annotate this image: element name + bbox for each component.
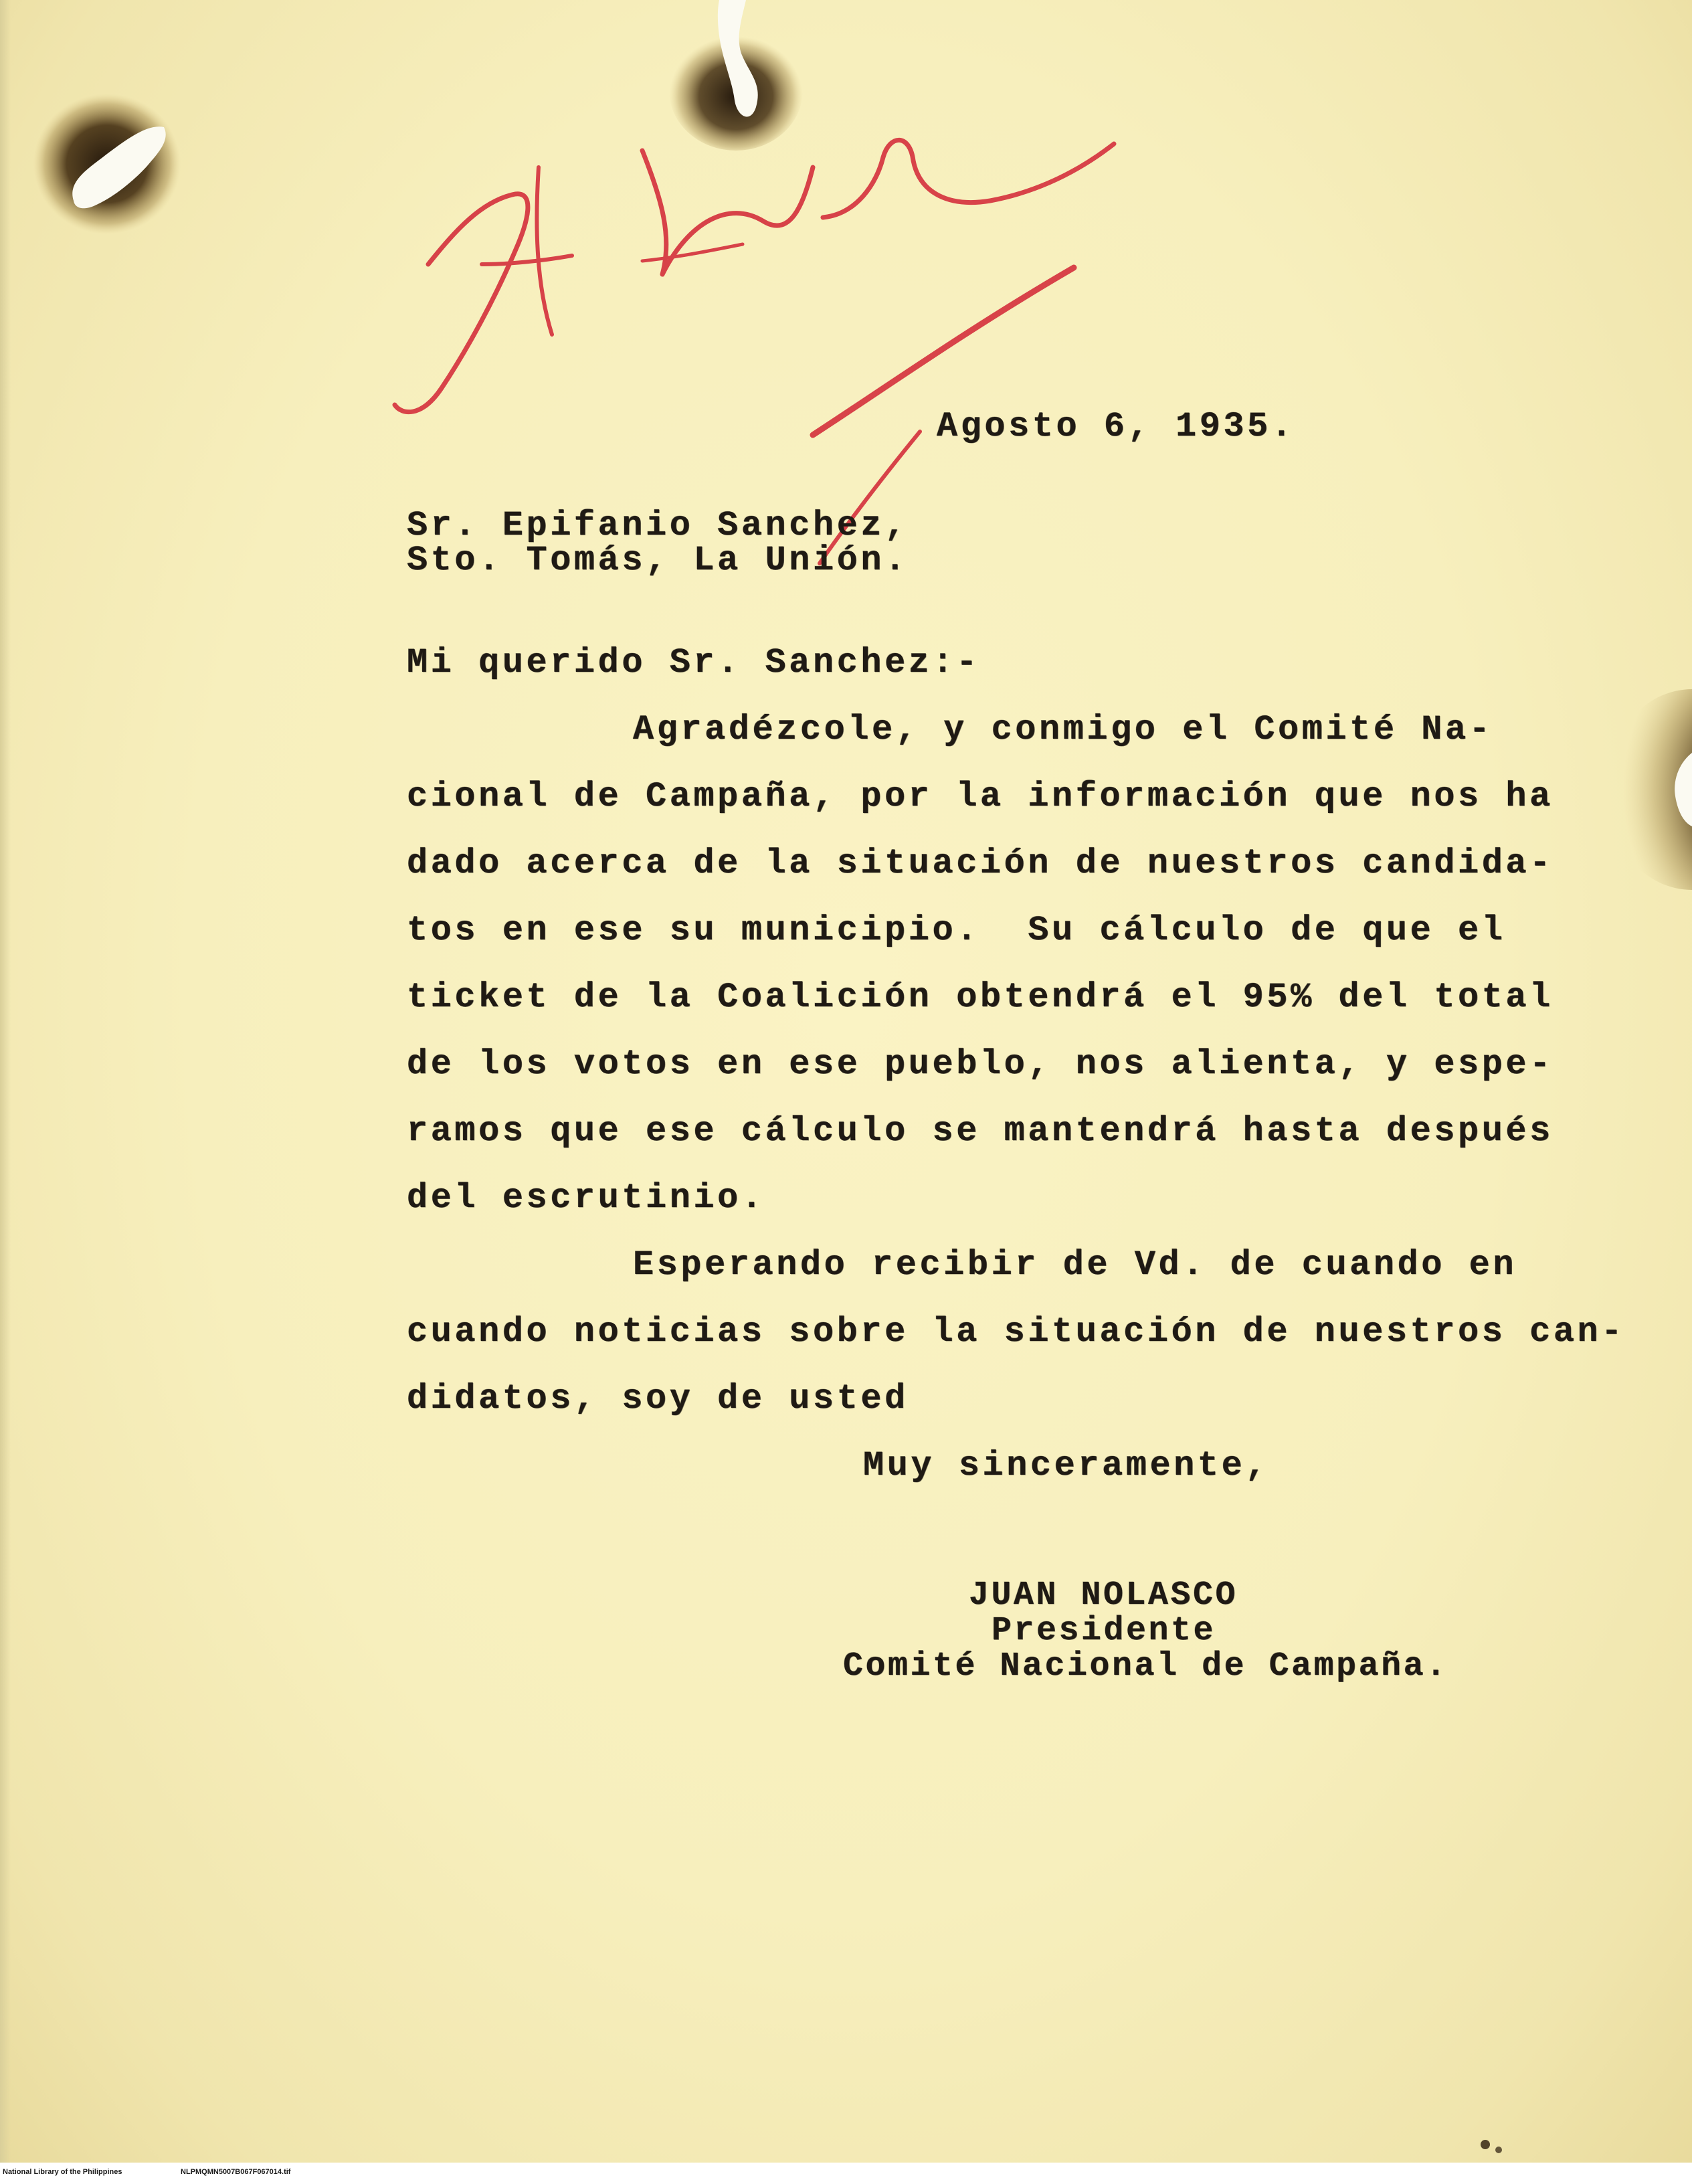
paragraph-1-line: del escrutinio. [407,1178,765,1218]
letter-date: Agosto 6, 1935. [937,407,1295,446]
paragraph-2-line: didatos, soy de usted [407,1379,909,1419]
salutation: Mi querido Sr. Sanchez:- [407,643,980,682]
paragraph-1-line: Agradézcole, y conmigo el Comité Na- [633,710,1493,749]
pencil-strokes [395,140,1114,563]
closing: Muy sinceramente, [863,1446,1269,1485]
archive-name: National Library of the Philippines [3,2168,122,2176]
recipient-name: Sr. Epifanio Sanchez, [407,506,909,545]
paragraph-1-line: tos en ese su municipio. Su cálculo de que el [407,911,1506,950]
paragraph-2-line: cuando noticias sobre la situación de nuestros can- [407,1312,1625,1352]
signatory-organization: Comité Nacional de Campaña. [843,1647,1448,1686]
paragraph-1-line: de los votos en ese pueblo, nos alienta, y espe- [407,1044,1554,1084]
recipient-address: Sto. Tomás, La Unión. [407,541,909,580]
paragraph-1-line: dado acerca de la situación de nuestros candida- [407,844,1554,883]
signatory-title: Presidente [992,1612,1216,1650]
paragraph-1-line: cional de Campaña, por la información que nos ha [407,777,1554,816]
paragraph-1-line: ticket de la Coalición obtendrá el 95% del total [407,978,1554,1017]
signatory-name: JUAN NOLASCO [969,1576,1238,1615]
archive-file-id: NLPMQMN5007B067F067014.tif [181,2168,291,2176]
paragraph-2-line: Esperando recibir de Vd. de cuando en [633,1245,1517,1285]
paragraph-1-line: ramos que ese cálculo se mantendrá hasta después [407,1111,1554,1151]
